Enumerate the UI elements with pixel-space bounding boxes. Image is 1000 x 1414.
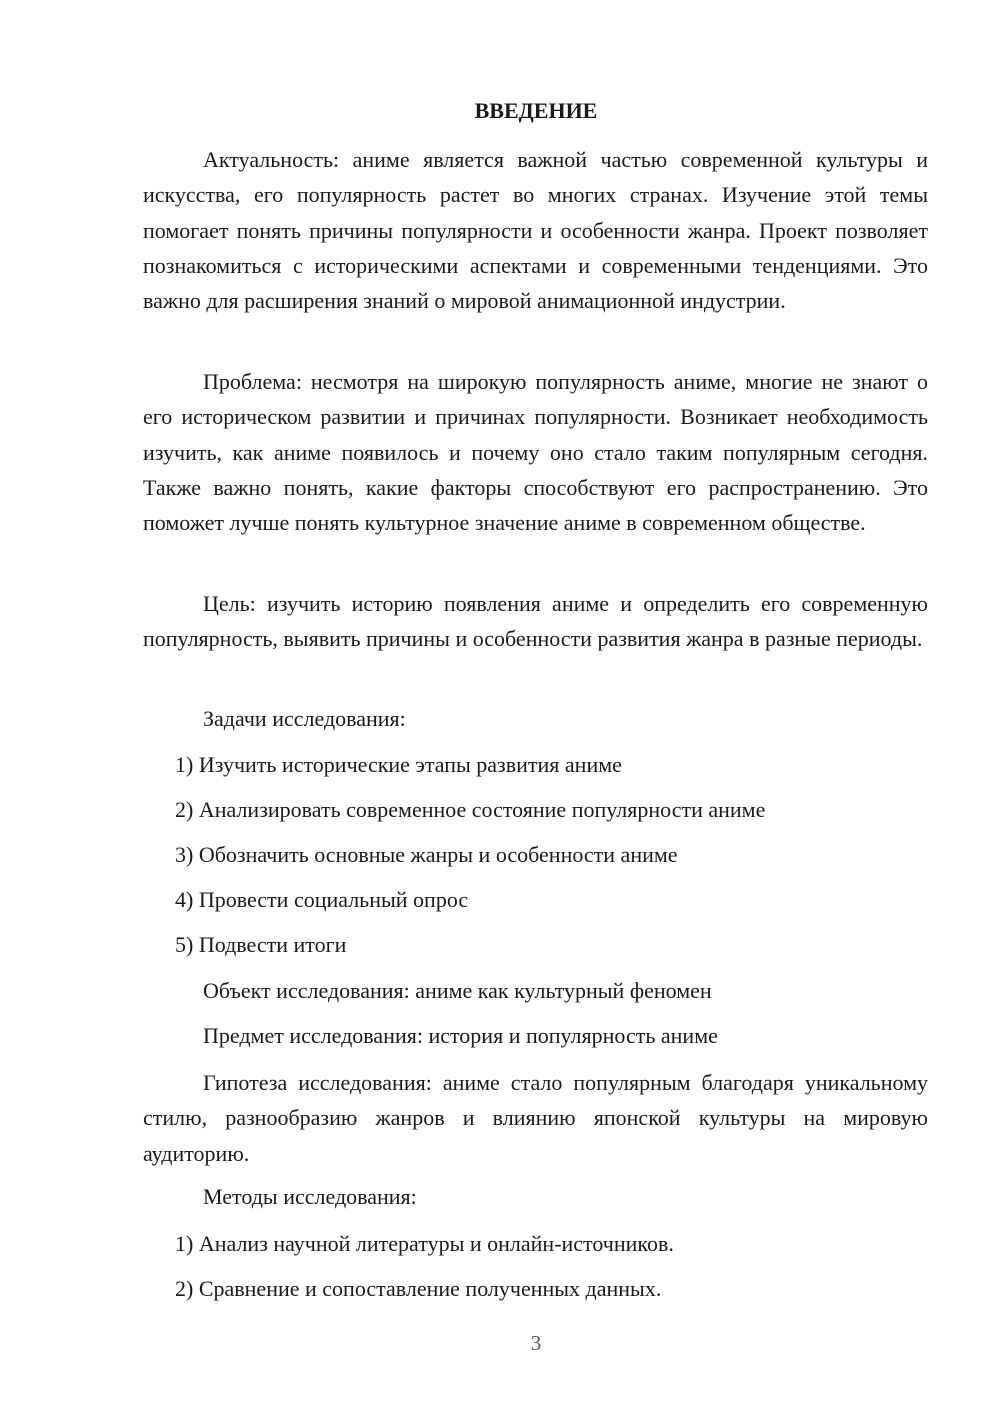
research-subject: Предмет исследования: история и популярность аниме bbox=[203, 1023, 718, 1048]
research-object: Объект исследования: аниме как культурный феномен bbox=[203, 978, 712, 1003]
relevance-paragraph: Актуальность: аниме является важной частью современной культуры и искусства, его популярность растет во многих странах. Изучение этой темы помогает понять причины популярности и особенности жанра. Проект позволяет познакомиться с историческими аспектами и современными тенденциями. Это важно для расширения знаний о мировой анимационной индустрии. bbox=[143, 147, 928, 314]
method-item: 2) Сравнение и сопоставление полученных данных. bbox=[175, 1276, 662, 1301]
page-number: 3 bbox=[530, 1331, 542, 1355]
hypothesis-paragraph: Гипотеза исследования: аниме стало популярным благодаря уникальному стилю, разнообразию жанров и влиянию японской культуры на мировую аудиторию. bbox=[143, 1070, 928, 1166]
tasks-heading: Задачи исследования: bbox=[203, 706, 406, 731]
method-item: 1) Анализ научной литературы и онлайн-источников. bbox=[175, 1231, 674, 1256]
task-item: 2) Анализировать современное состояние популярности аниме bbox=[175, 797, 766, 822]
task-item: 4) Провести социальный опрос bbox=[175, 887, 469, 912]
goal-paragraph: Цель: изучить историю появления аниме и определить его современную популярность, выявить причины и особенности развития жанра в разные периоды. bbox=[143, 591, 928, 652]
section-heading: ВВЕДЕНИЕ bbox=[474, 98, 598, 123]
task-item: 5) Подвести итоги bbox=[175, 932, 347, 957]
task-item: 3) Обозначить основные жанры и особенности аниме bbox=[175, 842, 678, 867]
methods-heading: Методы исследования: bbox=[203, 1184, 417, 1209]
problem-paragraph: Проблема: несмотря на широкую популярность аниме, многие не знают о его историческом развитии и причинах популярности. Возникает необходимость изучить, как аниме появилось и почему оно стало таким популярным сегодня. Также важно понять, какие факторы способствуют его распространению. Это поможет лучше понять культурное значение аниме в современном обществе. bbox=[143, 369, 928, 536]
task-item: 1) Изучить исторические этапы развития аниме bbox=[175, 752, 622, 777]
